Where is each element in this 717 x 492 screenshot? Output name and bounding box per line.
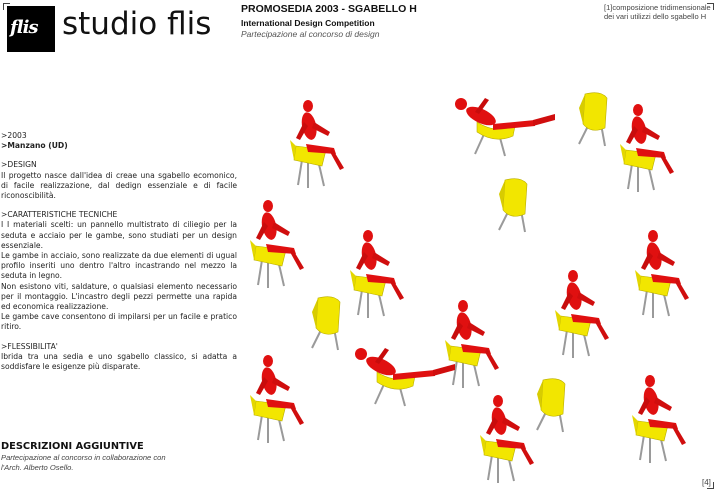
caption-ref: [1] — [604, 3, 613, 12]
features-paragraph-3: Non esistono viti, saldature, o qualsiasi elemento necessario per il montaggio. L'incastro degli pezzi permette una rapida ed economica realizzazione. — [1, 281, 237, 312]
logo-mark: flis — [10, 17, 38, 38]
seated-figure-10 — [480, 395, 534, 483]
seated-figure-2 — [620, 104, 674, 192]
header-title: PROMOSEDIA 2003 - SGABELLO H — [241, 3, 417, 15]
seated-figure-7 — [445, 300, 499, 388]
additional-line-2: l'Arch. Alberto Osello. — [1, 462, 74, 472]
seated-figure-8 — [250, 355, 304, 443]
empty-stool-2 — [499, 179, 527, 232]
seated-figure-3 — [250, 200, 304, 288]
lounging-figure-1 — [455, 98, 555, 156]
header — [241, 3, 417, 39]
caption-text: composizione tridimensionale dei vari utilizzi dello sgabello H — [604, 3, 711, 21]
features-paragraph-4: Le gambe cave consentono di impilarsi per un facile e pratico ritiro. — [1, 312, 237, 332]
features-paragraph-1: I I materiali scelti: un pannello multistrato di ciliegio per la seduta e acciaio per le gambe, sono studiati per un design essenziale. — [1, 220, 237, 250]
features-paragraph-2: Le gambe in acciaio, sono realizzate da due elementi di ugual profilo inseriti uno dentro l'altro incastrando nel mezzo la seduta in legno. — [1, 251, 237, 281]
empty-stool-4 — [537, 379, 565, 432]
figure-caption — [604, 3, 714, 21]
design-text: Il progetto nasce dall'idea di creae una sgabello ecomonico, di facile realizzazione, dal dedign essenziale e di facile riconoscibilità. — [1, 170, 237, 201]
project-year: >2003 — [1, 131, 27, 140]
studio-logo — [7, 6, 55, 52]
seated-figure-6 — [555, 270, 609, 358]
header-subtitle: International Design Competition — [241, 18, 375, 28]
brand-name: studio flis — [62, 6, 212, 42]
seated-figure-1 — [290, 100, 344, 188]
stool-composition-illustration — [240, 90, 717, 490]
project-description — [1, 131, 237, 372]
flexibility-heading: >FLESSIBILITA' — [1, 341, 58, 351]
features-heading: >CARATTERISTICHE TECNICHE — [1, 210, 118, 220]
lounging-figure-2 — [355, 348, 455, 406]
seated-figure-4 — [350, 230, 404, 318]
flexibility-text: Ibrida tra una sedia e uno sgabello classico, si adatta a soddisfare le esigenze più disparate. — [1, 351, 237, 372]
page-number: [4] — [702, 478, 711, 487]
seated-figure-9 — [632, 375, 686, 463]
seated-figure-5 — [635, 230, 689, 318]
design-heading: >DESIGN — [1, 160, 37, 170]
additional-title: DESCRIZIONI AGGIUNTIVE — [1, 441, 144, 452]
project-place: >Manzano (UD) — [1, 141, 68, 151]
empty-stool-1 — [579, 93, 607, 146]
empty-stool-3 — [312, 297, 340, 350]
additional-line-1: Partecipazione al concorso in collaborazione con — [1, 453, 166, 462]
header-description: Partecipazione al concorso di design — [241, 29, 380, 39]
additional-descriptions — [1, 441, 237, 473]
